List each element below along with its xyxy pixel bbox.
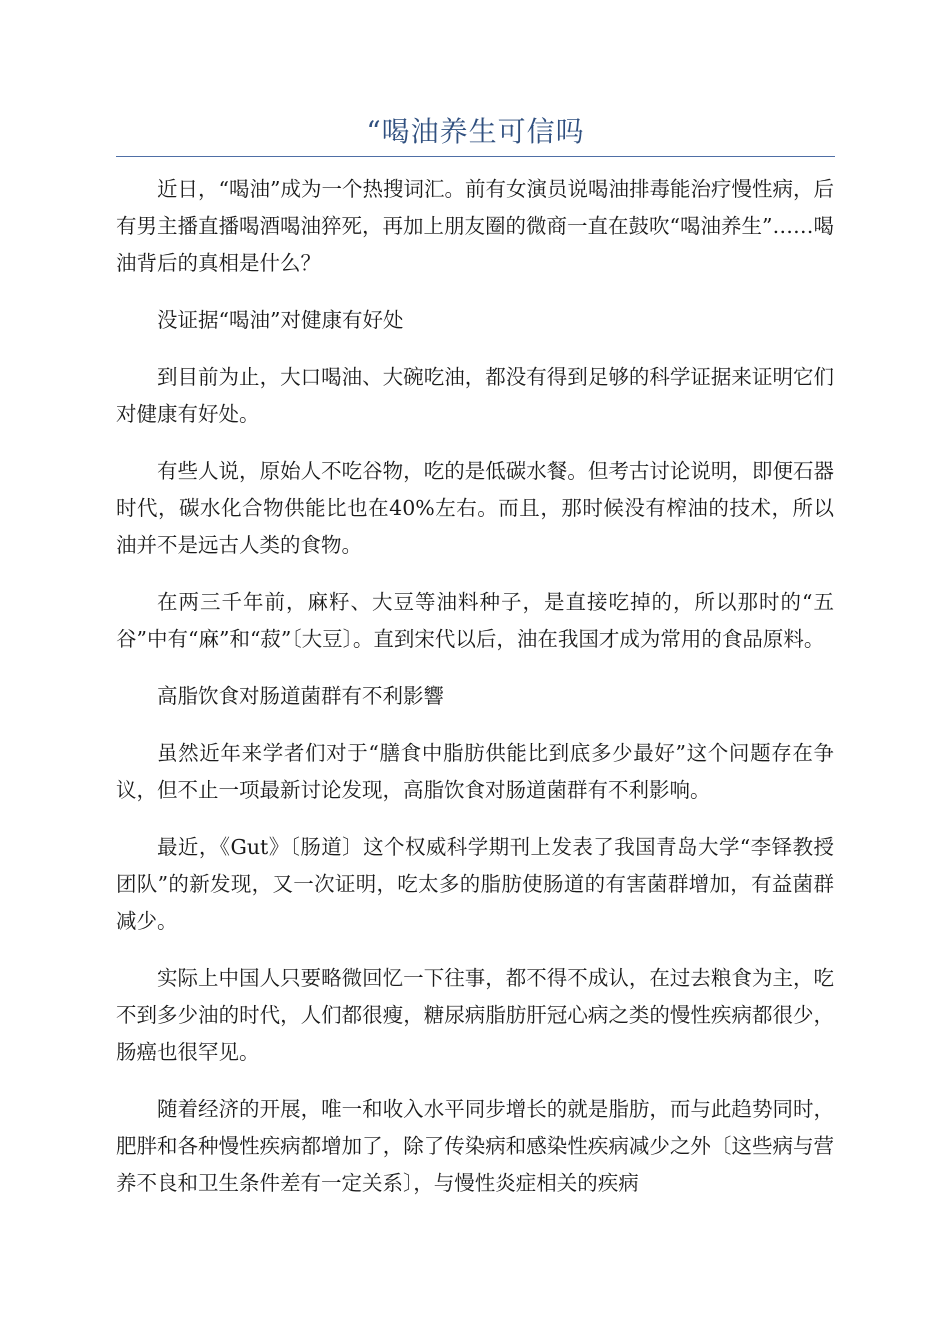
paragraph: 最近，《Gut》〔肠道〕这个权威科学期刊上发表了我国青岛大学“李铎教授团队”的新发现，又一次证明，吃太多的脂肪使肠道的有害菌群增加，有益菌群减少。 (116, 835, 834, 933)
paragraph: 在两三千年前，麻籽、大豆等油料种子，是直接吃掉的，所以那时的“五谷”中有“麻”和“菽”〔大豆〕。直到宋代以后，油在我国才成为常用的食品原料。 (116, 590, 834, 651)
section-heading-no-evidence: 没证据“喝油”对健康有好处 (157, 308, 404, 332)
paragraph: 有些人说，原始人不吃谷物，吃的是低碳水餐。但考古讨论说明，即便石器时代，碳水化合物供能比也在40%左右。而且，那时候没有榨油的技术，所以油并不是远古人类的食物。 (116, 459, 834, 557)
paragraph: 随着经济的开展，唯一和收入水平同步增长的就是脂肪，而与此趋势同时，肥胖和各种慢性疾病都增加了，除了传染病和感染性疾病减少之外〔这些病与营养不良和卫生条件差有一定关系〕，与慢性炎症相关的疾病 (116, 1097, 834, 1195)
title-bar (116, 112, 835, 157)
paragraph: 虽然近年来学者们对于“膳食中脂肪供能比到底多少最好”这个问题存在争议，但不止一项最新讨论发现，高脂饮食对肠道菌群有不利影响。 (116, 741, 834, 802)
paragraph: 到目前为止，大口喝油、大碗吃油，都没有得到足够的科学证据来证明它们对健康有好处。 (116, 365, 834, 426)
document-title: “喝油养生可信吗 (366, 115, 585, 148)
paragraph: 实际上中国人只要略微回忆一下往事，都不得不成认，在过去粮食为主，吃不到多少油的时代，人们都很瘦，糖尿病脂肪肝冠心病之类的慢性疾病都很少，肠癌也很罕见。 (116, 966, 834, 1064)
paragraph-intro: 近日，“喝油”成为一个热搜词汇。前有女演员说喝油排毒能治疗慢性病，后有男主播直播喝酒喝油猝死，再加上朋友圈的微商一直在鼓吹“喝油养生”……喝油背后的真相是什么？ (116, 177, 834, 275)
section-heading-gut-flora: 高脂饮食对肠道菌群有不利影響 (157, 684, 444, 708)
document-body (116, 171, 834, 1222)
